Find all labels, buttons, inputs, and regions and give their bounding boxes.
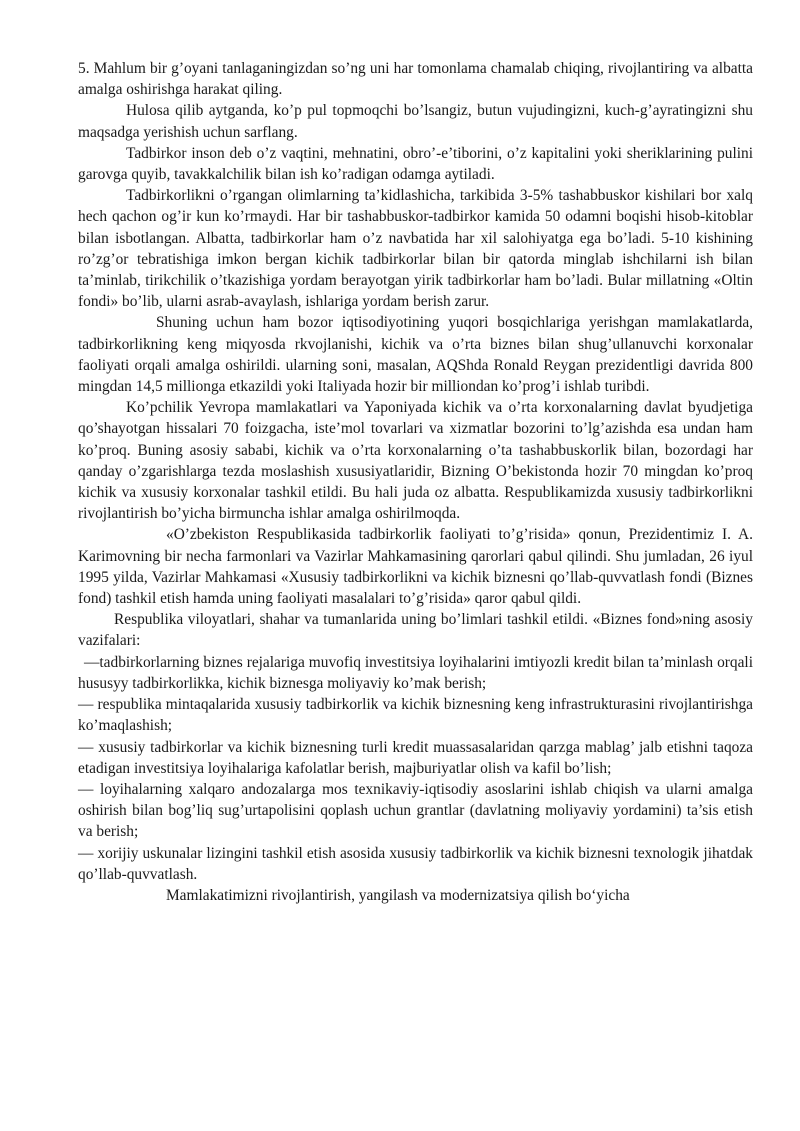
list-item-infrastructure: — respublika mintaqalarida xususiy tadbirkorlik va kichik biznesning keng infrastrukturasini rivojlantirishga ko’maqlashish;: [78, 696, 753, 735]
paragraph-conclusion: Hulosa qilib aytganda, ko’p pul topmoqchi bo’lsangiz, butun vujudingizni, kuch-g’ayratingizni shu maqsadga yerishish uchun sarflang.: [78, 102, 753, 141]
paragraph-business-fund: Respublika viloyatlari, shahar va tumanlarida uning bo’limlari tashkil etildi. «Biznes fond»ning asosiy vazifalari:: [78, 611, 753, 650]
list-item-credit: —tadbirkorlarning biznes rejalariga muvofiq investitsiya loyihalarini imtiyozli kredit bilan ta’minlash orqali hususyy tadbirkorlikka, kichik biznesga moliyaviy ko’mak berish;: [78, 653, 753, 692]
list-item-guarantees: — xususiy tadbirkorlar va kichik biznesning turli kredit muassasalaridan qarzga mablag’ jalb etishni taqoza etadigan investitsiya loyihalariga kafolatlar berish, majburiyatlar olish va kafil bo’lish;: [78, 738, 753, 777]
paragraph-modernization: Mamlakatimizni rivojlantirish, yangilash va modernizatsiya qilish bo‘yicha: [166, 886, 630, 904]
paragraph-europe-japan: Ko’pchilik Yevropa mamlakatlari va Yaponiyada kichik va o’rta korxonalarning davlat byudjetiga qo’shayotgan hissalari 70 foizgacha, iste’mol tovarlari va xizmatlar bozorini to’lg’azishda esa undan ham ko’proq. Buning asosiy sababi, kichik va o’rta korxonalarning o’ta tashabbuskorlik bilan, bozordagi har qanday o’zgarishlarga tezda moslashish xususiyatlaridir, Bizning O’bekistonda hozir 70 mingdan ko’proq kichik va xususiy korxonalar tashkil etildi. Bu hali juda oz albatta. Respublikamizda xususiy tadbirkorlikni rivojlantirish bo’yicha birmuncha ishlar amalga oshirilmoqda.: [78, 399, 753, 523]
paragraph-market-economy: Shuning uchun ham bozor iqtisodiyotining yuqori bosqichlariga yerishgan mamlakatlarda, tadbirkorlikning keng miqyosda rkvojlanishi, kichik va o’rta biznes bilan shug’ullanuvchi korxonalar faoliyati orqali amalga oshirildi. ularning soni, masalan, AQShda Ronald Reygan prezidentligi davrida 800 mingdan 14,5 millionga etkazildi yoki Italiyada hozir bir milliondan ko’prog’i ishlab turibdi.: [78, 314, 753, 396]
paragraph-entrepreneur-definition: Tadbirkor inson deb o’z vaqtini, mehnatini, obro’-e’tiborini, o’z kapitalini yoki sheriklarining pulini garovga quyib, tavakkalchilik bilan ish ko’radigan odamga aytiladi.: [78, 144, 753, 184]
paragraph-scholars-opinion: Tadbirkorlikni o’rgangan olimlarning ta’kidlashicha, tarkibida 3-5% tashabbuskor kishilari bor xalq hech qachon og’ir kun ko’rmaydi. Har bir tashabbuskor-tadbirkor kamida 50 odamni boqishi hisob-kitoblar bilan isbotlangan. Albatta, tadbirkorlar ham o’z navbatida har xil salohiyatga ega bo’ladi. 5-10 kishining ro’zg’or tebratishiga imkon bergan kichik tadbirkorlar bilan bir qatorda minglab ishchilarni ish bilan ta’minlab, tirikchilik o’tkazishiga yordam berayotgan yirik tadbirkorlar ham bo’ladi. Bular millatning «Oltin fondi» bo’lib, ularni asrab-avaylash, ishlariga yordam berish zarur.: [78, 187, 753, 311]
paragraph-law: «O’zbekiston Respublikasida tadbirkorlik faoliyati to’g’risida» qonun, Prezidentimiz I. A. Karimovning bir necha farmonlari va Vazirlar Mahkamasining qarorlari qabul qilindi. Shu jumladan, 26 iyul 1995 yilda, Vazirlar Mahkamasi «Xususiy tadbirkorlikni va kichik biznesni qo’llab-quvvatlash fondi (Biznes fond) tashkil etish hamda uning faoliyati masalalari to’g’risida» qaror qabul qildi.: [78, 526, 753, 608]
list-item-leasing: — xorijiy uskunalar lizingini tashkil etish asosida xususiy tadbirkorlik va kichik biznesni texnologik jihatdak qo’llab-quvvatlash.: [78, 844, 753, 883]
paragraph-step-5: 5. Mahlum bir g’oyani tanlaganingizdan so’ng uni har tomonlama chamalab chiqing, rivojlantiring va albatta amalga oshirishga harakat qiling.: [78, 60, 753, 99]
document-page: [78, 58, 753, 906]
list-item-grants: — loyihalarning xalqaro andozalarga mos texnikaviy-iqtisodiy asoslarini ishlab chiqish va ularni amalga oshirish bilan bog’liq sug’urtapolisini qoplash uchun grantlar (davlatning moliyaviy yordamini) ta’sis etish va berish;: [78, 780, 753, 841]
